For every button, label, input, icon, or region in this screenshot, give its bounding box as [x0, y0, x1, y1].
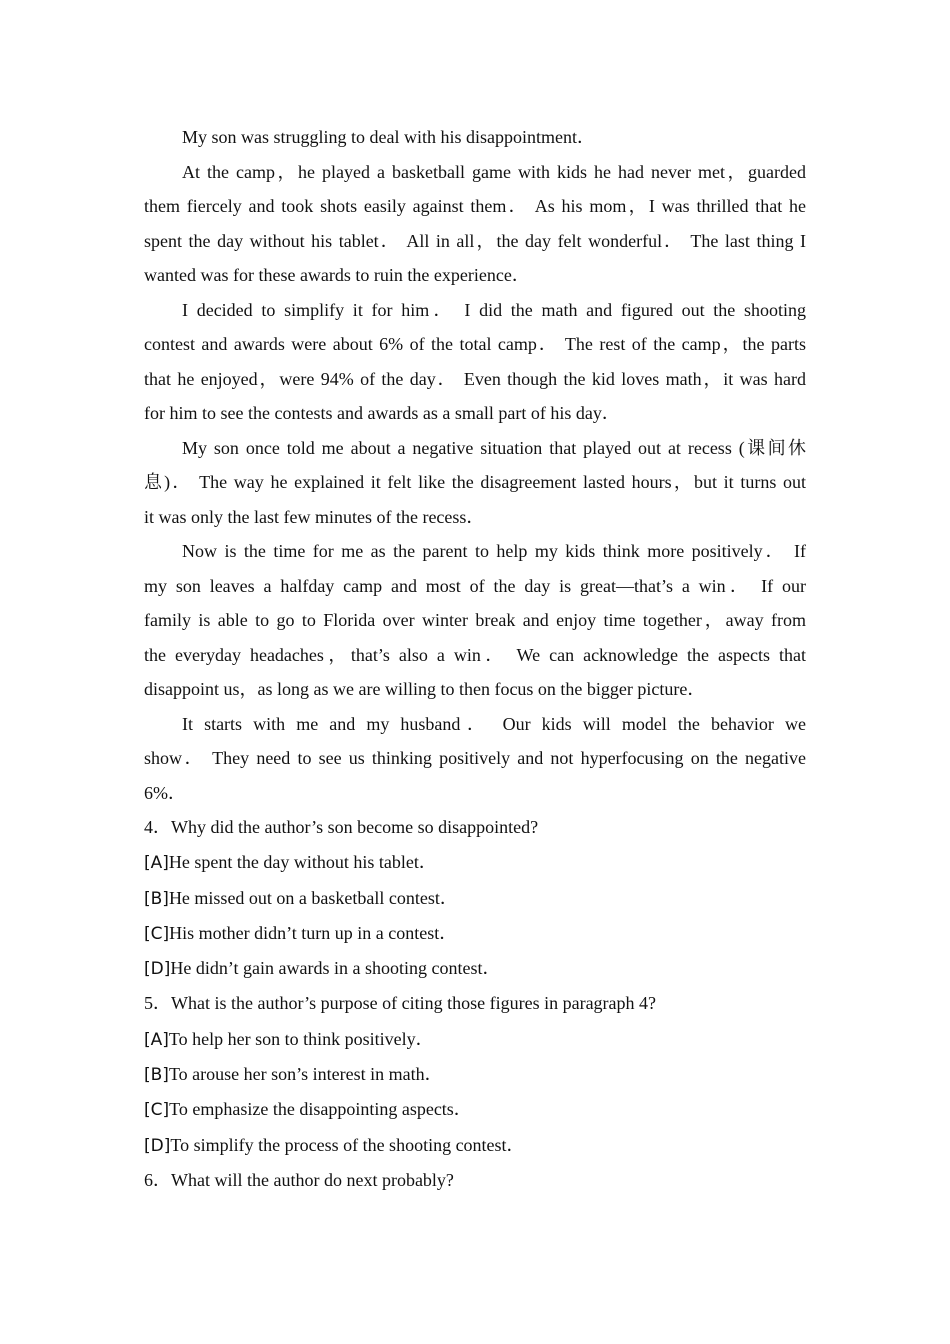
option-letter: [C] — [144, 1100, 170, 1121]
paragraph-line: my son leaves a halfday camp and most of the day is great—that’s a win． If our — [144, 575, 806, 596]
option-text: He didn’t gain awards in a shooting contest． — [170, 958, 501, 979]
answer-option[interactable] — [144, 1092, 806, 1127]
paragraph-line: At the camp，he played a basketball game with kids he had never met，guarded — [182, 161, 806, 182]
paragraph-line: family is able to go to Florida over winter break and enjoy time together，away from — [144, 610, 806, 630]
answer-option[interactable] — [144, 845, 806, 880]
paragraph-line: wanted was for these awards to ruin the experience． — [144, 265, 530, 285]
paragraph-line: that he enjoyed，were 94% of the day． Even though the kid loves math，it was hard — [144, 368, 806, 389]
paragraph — [144, 707, 806, 811]
paragraph-line: spent the day without his tablet． All in all，the day felt wonderful． The last thing I — [144, 230, 806, 251]
paragraph-line: 息)． The way he explained it felt like the disagreement lasted hours，but it turns out — [144, 472, 806, 492]
answer-option[interactable] — [144, 951, 806, 986]
paragraph-line: contest and awards were about 6% of the total camp． The rest of the camp，the parts — [144, 334, 806, 354]
paragraph — [144, 431, 806, 535]
paragraph-line: disappoint us，as long as we are willing to then focus on the bigger picture． — [144, 679, 706, 699]
option-text: To arouse her son’s interest in math． — [168, 1064, 443, 1085]
option-text: To emphasize the disappointing aspects． — [169, 1099, 472, 1120]
option-text: To help her son to think positively． — [168, 1028, 434, 1049]
document-page — [144, 120, 806, 1198]
option-text: His mother didn’t turn up in a contest． — [169, 922, 458, 943]
option-letter: [B] — [144, 1065, 169, 1086]
paragraph — [144, 120, 806, 155]
answer-option[interactable] — [144, 1128, 806, 1163]
paragraph-line: show． They need to see us thinking positively and not hyperfocusing on the negative — [144, 748, 806, 768]
paragraph-line: I decided to simplify it for him． I did the math and figured out the shooting — [182, 299, 806, 320]
question-stem: 4．Why did the author’s son become so disappointed? — [144, 817, 539, 837]
paragraph-line: 6%． — [144, 782, 186, 803]
option-letter: [C] — [144, 923, 170, 944]
answer-option[interactable] — [144, 881, 806, 916]
paragraph-line: It starts with me and my husband． Our kids will model the behavior we — [182, 713, 806, 734]
paragraph-line: My son was struggling to deal with his disappointment． — [182, 127, 595, 147]
paragraph-line: My son once told me about a negative situation that played out at recess (课间休 — [182, 437, 806, 458]
option-letter: [A] — [144, 1029, 169, 1050]
option-letter: [B] — [144, 888, 169, 909]
questions — [144, 810, 806, 1198]
answer-option[interactable] — [144, 916, 806, 951]
option-text: He spent the day without his tablet． — [168, 852, 437, 873]
paragraph-line: Now is the time for me as the parent to help my kids think more positively． If — [182, 541, 806, 561]
paragraph — [144, 534, 806, 707]
paragraph — [144, 293, 806, 431]
option-letter: [A] — [144, 853, 169, 874]
passage — [144, 120, 806, 810]
option-letter: [D] — [144, 959, 171, 980]
question-stem: 6．What will the author do next probably? — [144, 1169, 454, 1190]
option-text: He missed out on a basketball contest． — [168, 887, 458, 908]
answer-option[interactable] — [144, 1057, 806, 1092]
option-text: To simplify the process of the shooting contest． — [170, 1134, 525, 1155]
option-letter: [D] — [144, 1135, 171, 1156]
paragraph-line: for him to see the contests and awards as a small part of his day． — [144, 403, 620, 423]
paragraph — [144, 155, 806, 293]
paragraph-line: it was only the last few minutes of the recess． — [144, 506, 485, 527]
paragraph-line: the everyday headaches，that’s also a win． We can acknowledge the aspects that — [144, 644, 806, 665]
paragraph-line: them fiercely and took shots easily against them． As his mom，I was thrilled that he — [144, 196, 806, 216]
answer-option[interactable] — [144, 1022, 806, 1057]
question-stem: 5．What is the author’s purpose of citing those figures in paragraph 4? — [144, 993, 657, 1014]
